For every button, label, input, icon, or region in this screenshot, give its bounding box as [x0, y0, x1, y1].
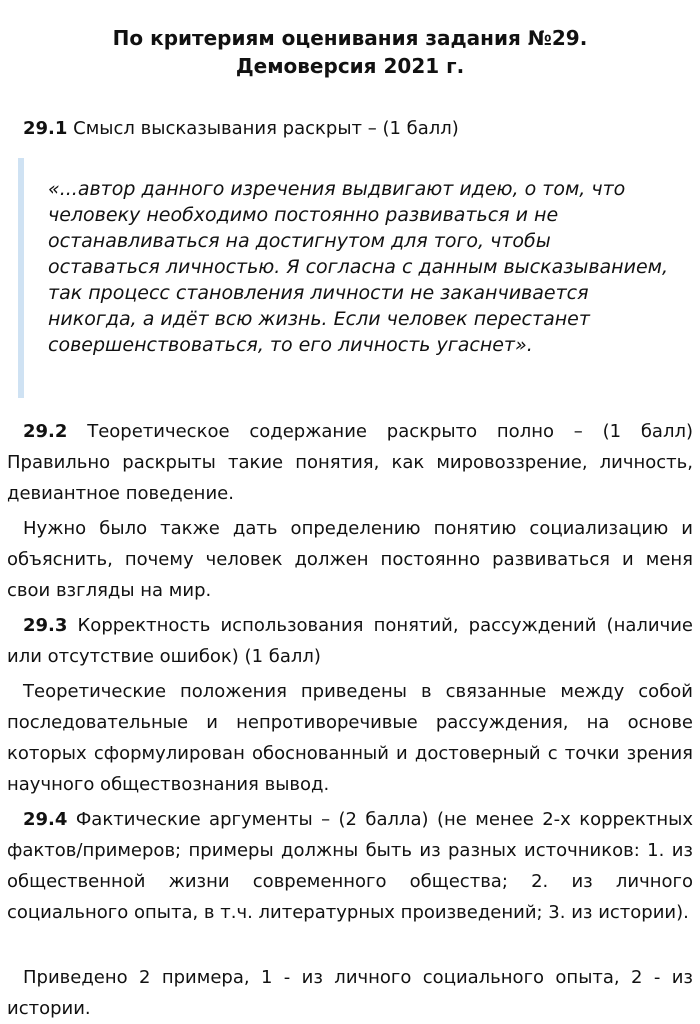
- title-line-2: Демоверсия 2021 г.: [235, 54, 465, 78]
- comment-29-2: Нужно было также дать определению понятию социализацию и объяснить, почему человек должен постоянно развиваться и меня свои взгляды на мир.: [7, 518, 693, 601]
- criterion-number: 29.4: [23, 809, 68, 830]
- student-quote-block: [18, 158, 668, 398]
- criterion-text: Фактические аргументы – (2 балла) (не менее 2-х корректных фактов/примеров; примеры должны быть из разных источников: 1. из общественной жизни современного общества; 2. из личного социального опыта, в т.ч. литературных произведений; 3. из истории).: [7, 809, 693, 923]
- criterion-29-3: [7, 610, 693, 672]
- quote-text: «...автор данного изречения выдвигают идею, о том, что человеку необходимо постоянно развиваться и не останавливаться на достигнутом для того, чтобы оставаться личностью. Я согласна с данным высказыванием, так процесс становления личности не заканчивается никогда, а идёт всю жизнь. Если человек перестанет совершенствоваться, то его личность угаснет».: [48, 178, 669, 356]
- criterion-number: 29.1: [23, 118, 68, 139]
- criterion-text: Теоретическое содержание раскрыто полно – (1 балл) Правильно раскрыты такие понятия, как мировоззрение, личность, девиантное поведение.: [7, 421, 693, 504]
- criterion-29-1: [7, 113, 693, 144]
- criterion-text: Корректность использования понятий, рассуждений (наличие или отсутствие ошибок) (1 балл): [7, 615, 693, 667]
- title-line-1: По критериям оценивания задания №29.: [112, 26, 588, 50]
- criterion-29-2: [7, 416, 693, 509]
- comment-29-4: Приведено 2 примера, 1 - из личного социального опыта, 2 - из истории.: [7, 967, 693, 1019]
- comment-29-3: Теоретические положения приведены в связанные между собой последовательные и непротиворечивые рассуждения, на основе которых сформулирован обоснованный и достоверный с точки зрения научного обществознания вывод.: [7, 681, 693, 795]
- criterion-29-4: [7, 804, 693, 928]
- criterion-text: Смысл высказывания раскрыт – (1 балл): [67, 118, 459, 139]
- page-title: [0, 24, 700, 80]
- criterion-number: 29.3: [23, 615, 68, 636]
- criterion-number: 29.2: [23, 421, 68, 442]
